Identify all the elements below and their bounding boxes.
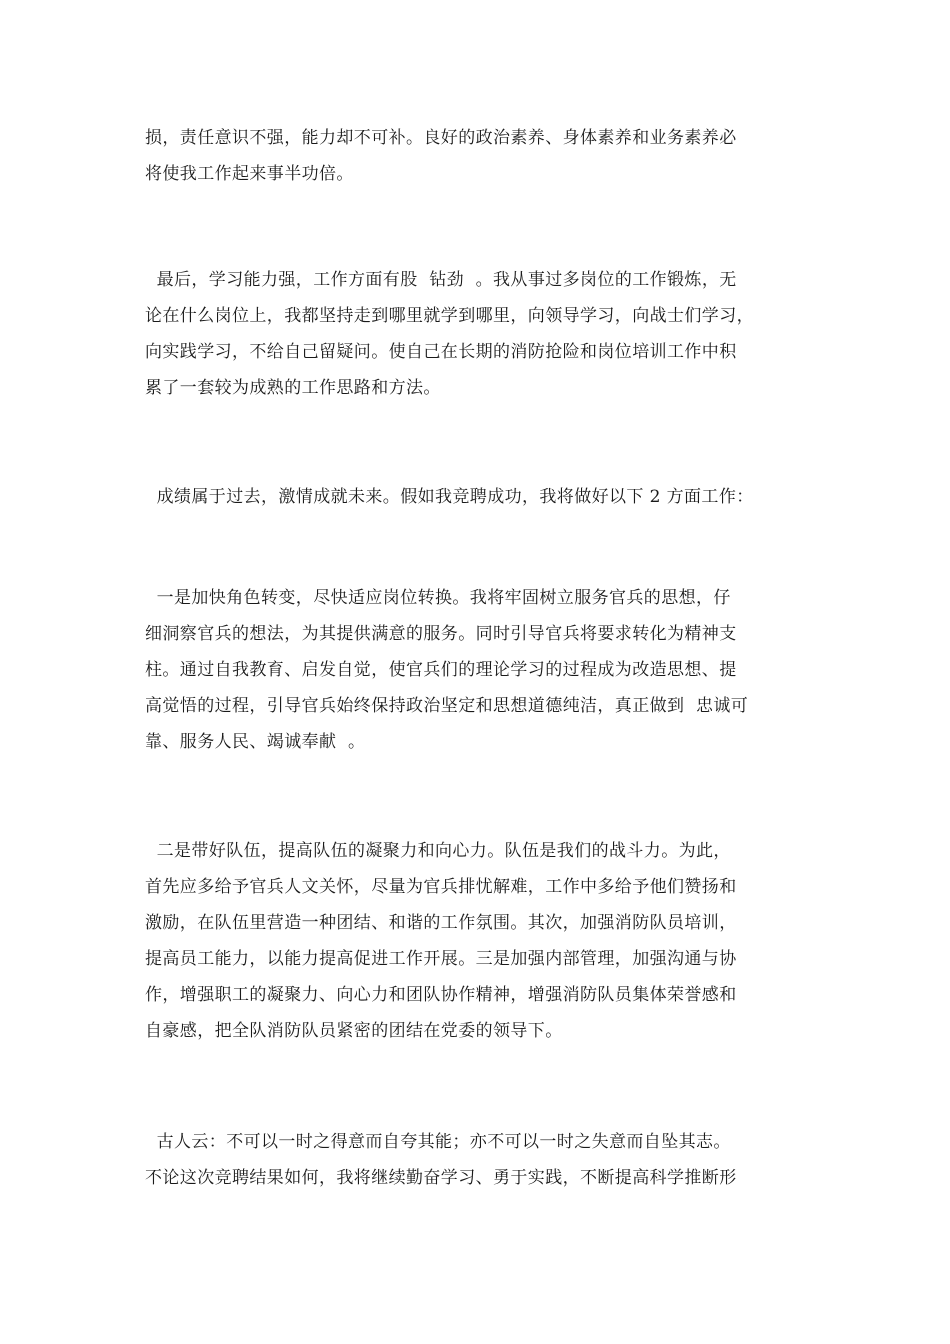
text-line: 提高员工能力，以能力提高促进工作开展。三是加强内部管理，加强沟通与协 — [145, 949, 737, 969]
text-line: 细洞察官兵的想法，为其提供满意的服务。同时引导官兵将要求转化为精神支 — [145, 624, 737, 644]
text-line: 向实践学习，不给自己留疑问。使自己在长期的消防抢险和岗位培训工作中积 — [145, 342, 737, 362]
paragraph-6 — [145, 1124, 810, 1196]
text-line: 损，责任意识不强，能力却不可补。良好的政治素养、身体素养和业务素养必 — [145, 128, 737, 148]
paragraph-2 — [145, 262, 810, 406]
text-line: 成绩属于过去，激情成就未来。假如我竞聘成功，我将做好以下 2 方面工作： — [145, 487, 754, 507]
text-line: 首先应多给予官兵人文关怀，尽量为官兵排忧解难，工作中多给予他们赞扬和 — [145, 877, 737, 897]
text-line: 一是加快角色转变，尽快适应岗位转换。我将牢固树立服务官兵的思想，仔 — [145, 588, 731, 608]
text-line: 古人云：不可以一时之得意而自夸其能；亦不可以一时之失意而自坠其志。 — [145, 1132, 731, 1152]
text-line: 高觉悟的过程，引导官兵始终保持政治坚定和思想道德纯洁，真正做到 忠诚可 — [145, 696, 749, 716]
paragraph-1 — [145, 120, 810, 192]
text-line: 将使我工作起来事半功倍。 — [145, 164, 354, 184]
text-line: 累了一套较为成熟的工作思路和方法。 — [145, 378, 441, 398]
text-line: 二是带好队伍，提高队伍的凝聚力和向心力。队伍是我们的战斗力。为此， — [145, 841, 731, 861]
text-line: 自豪感，把全队消防队员紧密的团结在党委的领导下。 — [145, 1021, 563, 1041]
text-line: 靠、服务人民、竭诚奉献 。 — [145, 732, 366, 752]
paragraph-4 — [145, 580, 810, 760]
text-line: 最后，学习能力强，工作方面有股 钻劲 。我从事过多岗位的工作锻炼，无 — [145, 270, 737, 290]
text-line: 激励，在队伍里营造一种团结、和谐的工作氛围。其次，加强消防队员培训， — [145, 913, 737, 933]
text-line: 作，增强职工的凝聚力、向心力和团队协作精神，增强消防队员集体荣誉感和 — [145, 985, 737, 1005]
text-line: 论在什么岗位上，我都坚持走到哪里就学到哪里，向领导学习，向战士们学习， — [145, 306, 754, 326]
text-line: 柱。通过自我教育、启发自觉，使官兵们的理论学习的过程成为改造思想、提 — [145, 660, 737, 680]
paragraph-3 — [145, 479, 810, 515]
paragraph-5 — [145, 833, 810, 1049]
text-line: 不论这次竞聘结果如何，我将继续勤奋学习、勇于实践，不断提高科学推断形 — [145, 1168, 737, 1188]
